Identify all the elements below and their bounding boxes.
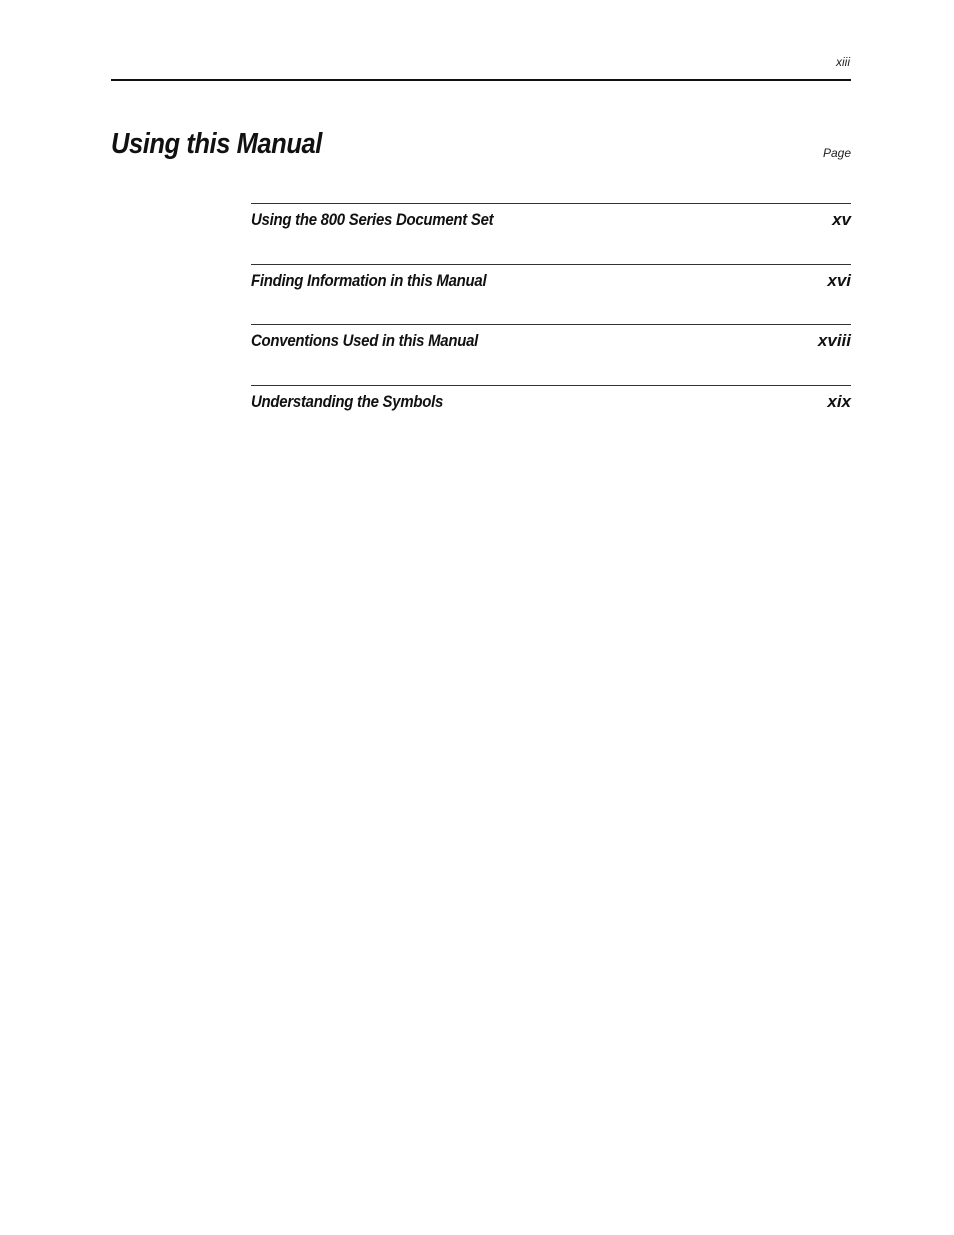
page-number: xiii — [836, 55, 850, 69]
toc-entry-symbols[interactable] — [251, 385, 851, 446]
toc-entry-page[interactable]: xv — [832, 210, 851, 229]
toc-entry-document-set[interactable] — [251, 203, 851, 264]
toc-entry-title[interactable]: Using the 800 Series Document Set — [251, 210, 494, 229]
toc-entry-page[interactable]: xvi — [827, 270, 851, 290]
header-rule — [111, 79, 851, 81]
toc-entry-title[interactable]: Understanding the Symbols — [251, 391, 444, 411]
page-title: Using this Manual — [111, 128, 322, 160]
toc-entry-title[interactable]: Conventions Used in this Manual — [251, 331, 479, 351]
toc-entry-page[interactable]: xix — [827, 391, 851, 411]
toc-entry-page[interactable]: xviii — [817, 331, 851, 351]
toc-entry-title[interactable]: Finding Information in this Manual — [251, 270, 487, 290]
table-of-contents — [251, 203, 851, 445]
toc-entry-conventions[interactable] — [251, 324, 851, 385]
page-column-label: Page — [822, 146, 851, 160]
toc-entry-finding-information[interactable] — [251, 264, 851, 325]
